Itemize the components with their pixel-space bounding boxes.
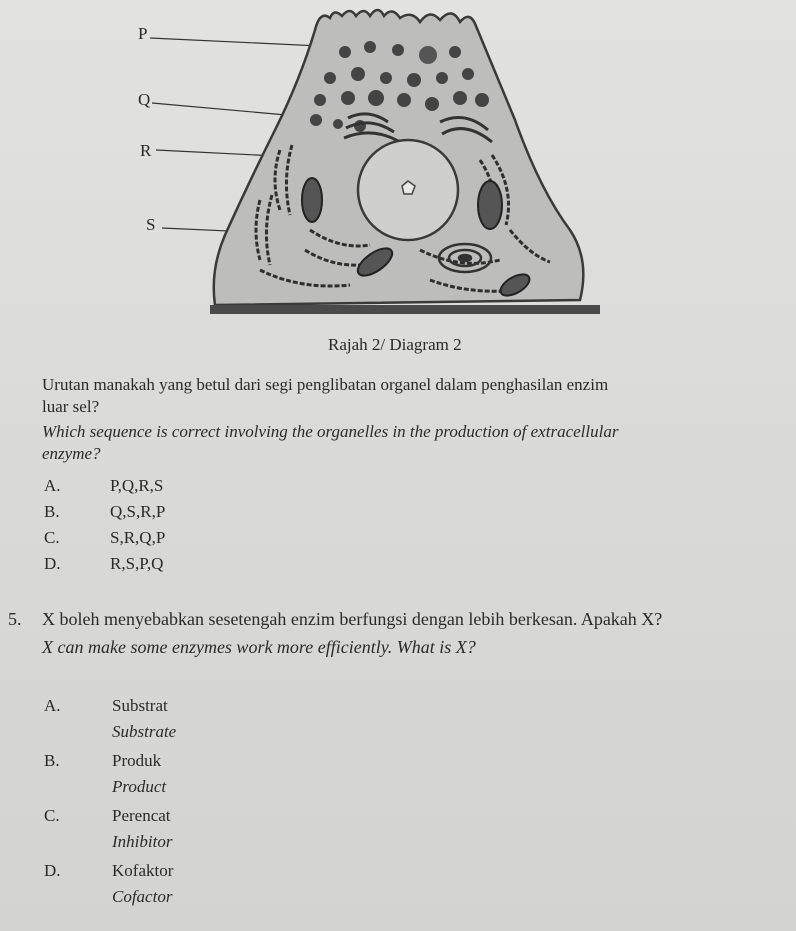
q4-option-d-letter: D.: [44, 554, 61, 573]
label-s: S: [146, 215, 156, 234]
q4-option-b-text[interactable]: Q,S,R,P: [110, 502, 166, 521]
diagram-caption: Rajah 2/ Diagram 2: [328, 335, 462, 354]
q4-option-c-letter: C.: [44, 528, 60, 547]
q5-option-a-malay[interactable]: Substrat: [112, 696, 168, 715]
q5-option-a-letter: A.: [44, 696, 61, 715]
q4-english-line2: enzyme?: [42, 444, 101, 463]
basement-membrane: [210, 305, 600, 314]
q4-option-c-text[interactable]: S,R,Q,P: [110, 528, 166, 547]
q4-option-a-letter: A.: [44, 476, 61, 495]
q4-option-b-letter: B.: [44, 502, 60, 521]
q5-option-a-english: Substrate: [112, 722, 177, 741]
q5-option-c-malay[interactable]: Perencat: [112, 806, 171, 825]
q5-option-b-letter: B.: [44, 751, 60, 770]
q4-english-line1: Which sequence is correct involving the organelles in the production of extracellular: [42, 422, 619, 441]
label-r: R: [140, 141, 152, 160]
q5-number: 5.: [8, 609, 22, 629]
q5-option-d-malay[interactable]: Kofaktor: [112, 861, 174, 880]
cell-diagram: [120, 0, 620, 340]
q5-option-b-malay[interactable]: Produk: [112, 751, 162, 770]
q5-option-c-letter: C.: [44, 806, 60, 825]
q5-option-b-english: Product: [112, 777, 167, 796]
q5-english: X can make some enzymes work more efficiently. What is X?: [42, 637, 476, 657]
q5-option-d-english: Cofactor: [112, 887, 173, 906]
q5-option-d-letter: D.: [44, 861, 61, 880]
q5-option-c-english: Inhibitor: [112, 832, 173, 851]
q4-option-d-text[interactable]: R,S,P,Q: [110, 554, 164, 573]
q4-malay-line1: Urutan manakah yang betul dari segi penglibatan organel dalam penghasilan enzim: [42, 375, 609, 394]
q4-malay-line2: luar sel?: [42, 397, 100, 416]
q5-malay: X boleh menyebabkan sesetengah enzim berfungsi dengan lebih berkesan. Apakah X?: [42, 609, 663, 629]
label-q: Q: [138, 90, 151, 109]
q4-option-a-text[interactable]: P,Q,R,S: [110, 476, 164, 495]
label-p: P: [138, 24, 148, 43]
